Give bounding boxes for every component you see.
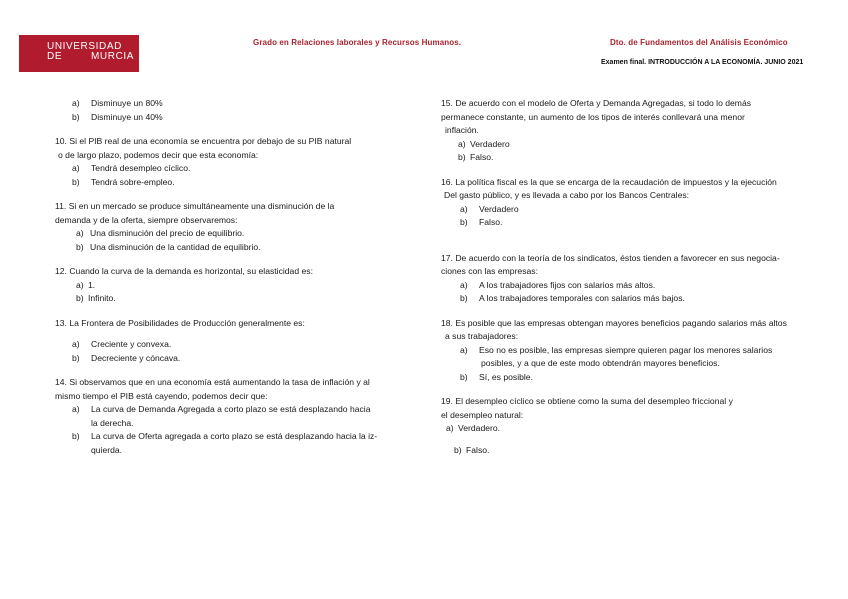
question-14: [55, 376, 425, 457]
question-text: permanece constante, un aumento de los tipos de interés conllevará una menor: [441, 111, 745, 122]
question-15: [441, 97, 846, 165]
option-b: b) Tendrá sobre-empleo.: [72, 176, 175, 187]
question-text: 15. De acuerdo con el modelo de Oferta y Demanda Agregadas, si todo lo demás: [441, 98, 752, 108]
option-a: a) Creciente y convexa.: [72, 339, 172, 349]
option-a: a) Una disminución del precio de equilibrio.: [76, 228, 245, 238]
option-b: b) Falso.: [454, 444, 490, 455]
question-16: [441, 176, 846, 230]
question-18: [441, 317, 846, 385]
question-text: ciones con las empresas:: [441, 266, 538, 276]
logo-line-1: UNIVERSIDAD DE: [47, 41, 122, 62]
question-text: 11. Si en un mercado se produce simultáneamente una disminución de la: [55, 201, 335, 211]
option-a: a) Verdadero: [460, 203, 519, 214]
option-b: b) Una disminución de la cantidad de equilibrio.: [76, 241, 261, 252]
option-a: a) Verdadero: [458, 138, 510, 149]
question-text: 12. Cuando la curva de la demanda es horizontal, su elasticidad es:: [55, 266, 313, 276]
question-text: 14. Si observamos que en una economía está aumentando la tasa de inflación y al: [55, 377, 370, 387]
left-column: [55, 97, 425, 468]
option-a: a) Eso no es posible, las empresas siempre quieren pagar los menores salarios posibles, y a que de este modo obtendrán mayores beneficios.: [460, 344, 773, 368]
question-text: Del gasto público, y es llevada a cabo por los Bancos Centrales:: [444, 190, 690, 200]
question-10: [55, 135, 425, 189]
option-b: b) Falso.: [458, 152, 494, 162]
question-11: [55, 200, 425, 254]
option-b: b) Sí, es posible.: [460, 371, 533, 382]
question-text: a sus trabajadores:: [445, 331, 519, 341]
question-text: 10. Si el PIB real de una economía se encuentra por debajo de su PIB natural: [55, 136, 352, 146]
option-b: b) Infinito.: [76, 293, 116, 303]
option-a: a) Verdadero.: [446, 423, 501, 433]
question-text: mismo tiempo el PIB está cayendo, podemos decir que:: [55, 390, 268, 401]
option-a: a) La curva de Demanda Agregada a corto plazo se está desplazando hacia la derecha.: [72, 404, 371, 428]
department-header: Dto. de Fundamentos del Análisis Económico: [610, 38, 788, 47]
right-column: [441, 97, 846, 468]
question-19: [441, 395, 846, 457]
option-b: b) La curva de Oferta agregada a corto plazo se está desplazando hacia la iz- quierda.: [72, 431, 378, 455]
university-logo: [19, 35, 139, 72]
exam-title: Examen final. INTRODUCCIÓN A LA ECONOMÍA. JUNIO 2021: [601, 59, 804, 66]
option-b: b) Decreciente y cóncava.: [72, 352, 181, 363]
question-text: 13. La Frontera de Posibilidades de Producción generalmente es:: [55, 317, 305, 328]
question-text: 19. El desempleo cíclico se obtiene como la suma del desempleo friccional y: [441, 396, 733, 406]
question-text: demanda y de la oferta, siempre observaremos:: [55, 214, 238, 225]
option-b: b) A los trabajadores temporales con salarios más bajos.: [460, 293, 685, 303]
question-17: [441, 252, 846, 306]
option-b: b) Falso.: [460, 217, 503, 227]
question-text: 17. De acuerdo con la teoría de los sindicatos, éstos tienden a favorecer en sus negocia-: [441, 252, 780, 263]
question-text: inflación.: [445, 125, 479, 135]
option-a: a) A los trabajadores fijos con salarios más altos.: [460, 279, 656, 290]
question-text: o de largo plazo, podemos decir que esta economía:: [58, 149, 259, 160]
option-a: a) Disminuye un 80%: [72, 98, 163, 108]
question-text: el desempleo natural:: [441, 409, 524, 420]
question-13: [55, 317, 425, 366]
logo-line-2: MURCIA: [91, 51, 135, 62]
question-text: 18. Es posible que las empresas obtengan mayores beneficios pagando salarios más altos: [441, 317, 787, 328]
option-b: b) Disminuye un 40%: [72, 111, 163, 122]
question-9-options: [55, 97, 425, 124]
question-text: 16. La política fiscal es la que se encarga de la recaudación de impuestos y la ejecución: [441, 176, 777, 187]
option-a: a) 1.: [76, 279, 96, 290]
degree-header: Grado en Relaciones laborales y Recursos Humanos.: [253, 38, 462, 47]
question-12: [55, 265, 425, 306]
option-a: a) Tendrá desempleo cíclico.: [72, 163, 191, 173]
